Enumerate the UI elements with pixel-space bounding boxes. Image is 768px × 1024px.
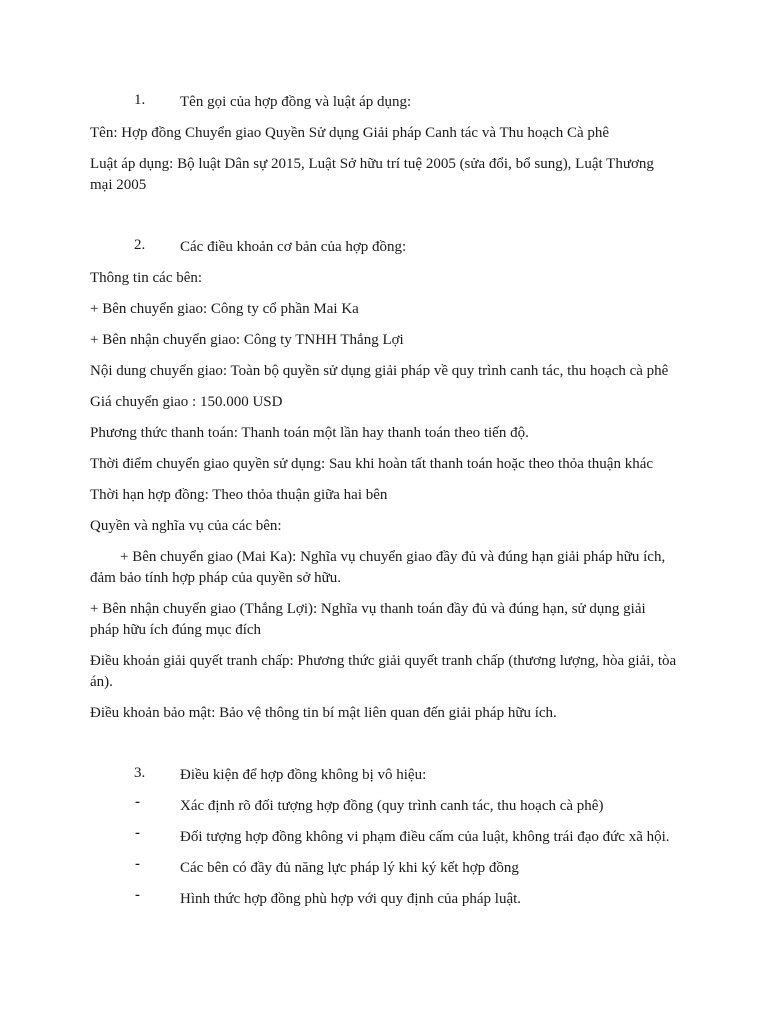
validity-condition-text: Xác định rõ đối tượng hợp đồng (quy trình canh tác, thu hoạch cà phê)	[180, 798, 604, 814]
transfer-price: Giá chuyển giao : 150.000 USD	[90, 394, 283, 410]
transferee-party: + Bên nhận chuyển giao: Công ty TNHH Thắng Lợi	[90, 332, 404, 348]
transfer-time: Thời điểm chuyển giao quyền sử dụng: Sau khi hoàn tất thanh toán hoặc theo thỏa thuận khác	[90, 456, 654, 472]
transferor-party: + Bên chuyển giao: Công ty cổ phần Mai Ka	[90, 301, 359, 317]
section-gap	[90, 734, 678, 765]
section-1-heading	[90, 92, 678, 113]
payment-method: Phương thức thanh toán: Thanh toán một lần hay thanh toán theo tiến độ.	[90, 425, 529, 441]
validity-condition-item	[90, 889, 678, 910]
section-2-heading	[90, 237, 678, 258]
rights-transferee: + Bên nhận chuyển giao (Thắng Lợi): Nghĩa vụ thanh toán đầy đủ và đúng hạn, sử dụng giải pháp hữu ích đúng mục đích	[90, 601, 646, 638]
validity-condition-item	[90, 796, 678, 817]
contract-name: Tên: Hợp đồng Chuyển giao Quyền Sử dụng Giải pháp Canh tác và Thu hoạch Cà phê	[90, 125, 610, 141]
section-3-title: Điều kiện để hợp đồng không bị vô hiệu:	[180, 767, 427, 783]
dispute-clause: Điều khoản giải quyết tranh chấp: Phương thức giải quyết tranh chấp (thương lượng, hòa giải, tòa án).	[90, 653, 677, 690]
validity-condition-text: Hình thức hợp đồng phù hợp với quy định của pháp luật.	[180, 891, 522, 907]
validity-condition-text: Đối tượng hợp đồng không vi phạm điều cấm của luật, không trái đạo đức xã hội.	[180, 829, 670, 845]
validity-condition-text: Các bên có đầy đủ năng lực pháp lý khi ký kết hợp đồng	[180, 860, 519, 876]
section-3-heading	[90, 765, 678, 786]
validity-condition-item	[90, 827, 678, 848]
parties-label: Thông tin các bên:	[90, 270, 203, 286]
confidentiality-clause: Điều khoản bảo mật: Bảo vệ thông tin bí mật liên quan đến giải pháp hữu ích.	[90, 705, 557, 721]
contract-term: Thời hạn hợp đồng: Theo thỏa thuận giữa hai bên	[90, 487, 388, 503]
section-3-number: 3.	[134, 765, 146, 781]
transfer-content: Nội dung chuyển giao: Toàn bộ quyền sử dụng giải pháp về quy trình canh tác, thu hoạch cà phê	[90, 363, 669, 379]
validity-condition-item	[90, 858, 678, 879]
rights-transferor: + Bên chuyển giao (Mai Ka): Nghĩa vụ chuyển giao đầy đủ và đúng hạn giải pháp hữu ích, đảm bảo tính hợp pháp của quyền sở hữu.	[90, 549, 666, 586]
rights-label: Quyền và nghĩa vụ của các bên:	[90, 518, 282, 534]
dash-marker: -	[135, 794, 140, 810]
applicable-law: Luật áp dụng: Bộ luật Dân sự 2015, Luật Sở hữu trí tuệ 2005 (sửa đổi, bổ sung), Luật Thương mại 2005	[90, 156, 654, 193]
section-2-title: Các điều khoản cơ bản của hợp đồng:	[180, 239, 407, 255]
dash-marker: -	[135, 825, 140, 841]
section-gap	[90, 206, 678, 237]
dash-marker: -	[135, 856, 140, 872]
dash-marker: -	[135, 887, 140, 903]
section-1-title: Tên gọi của hợp đồng và luật áp dụng:	[180, 94, 412, 110]
section-1-number: 1.	[134, 92, 146, 108]
section-2-number: 2.	[134, 237, 146, 253]
